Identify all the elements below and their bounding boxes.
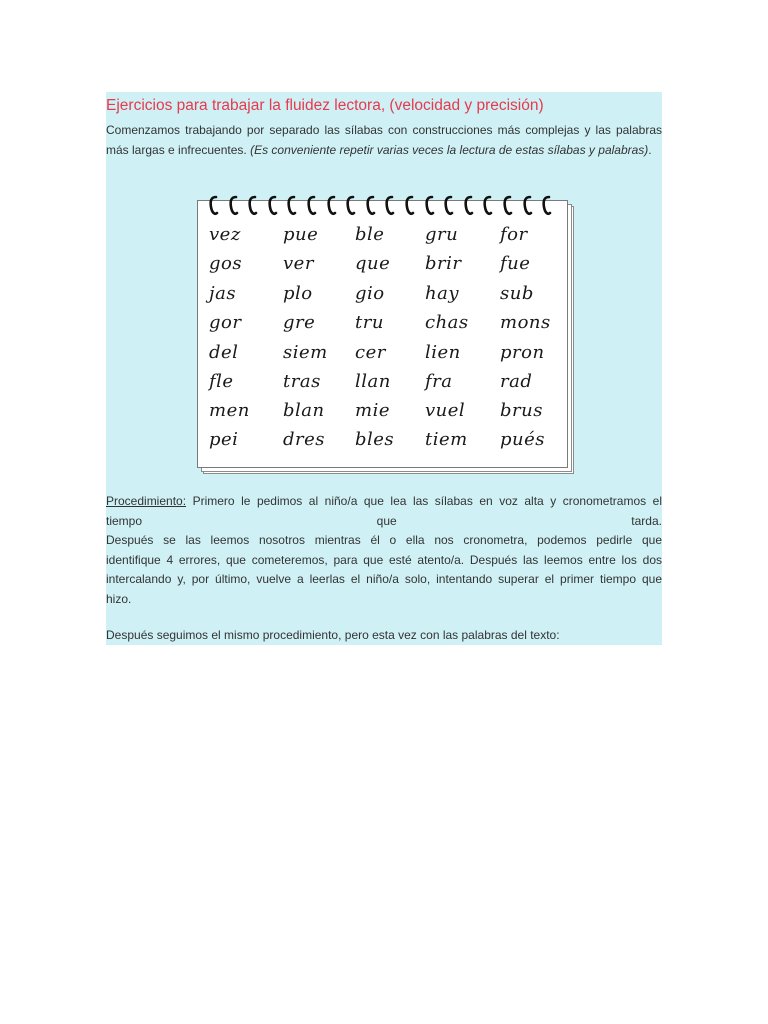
syllable-word: jas	[209, 283, 237, 304]
syllable-word: tras	[283, 371, 321, 392]
syllable-word: plo	[283, 283, 313, 304]
syllable-word: ver	[283, 253, 314, 274]
spiral-ring-icon	[405, 195, 415, 217]
closing-paragraph: Después seguimos el mismo procedimiento, pero esta vez con las palabras del texto:	[106, 628, 560, 642]
spiral-ring-icon	[229, 195, 239, 217]
spiral-ring-icon	[444, 195, 454, 217]
syllable-word: pron	[500, 342, 545, 363]
syllable-word: chas	[425, 312, 469, 333]
spiral-ring-icon	[483, 195, 493, 217]
syllable-word: mons	[500, 312, 551, 333]
spiral-ring-icon	[464, 195, 474, 217]
syllable-word: dres	[283, 429, 326, 450]
procedure-line-1	[106, 492, 662, 512]
spiral-ring-icon	[209, 195, 219, 217]
syllable-word: vez	[209, 224, 241, 245]
syllable-word: lien	[425, 342, 461, 363]
syllable-word: hay	[425, 283, 459, 304]
page-title: Ejercicios para trabajar la fluidez lectora, (velocidad y precisión)	[106, 97, 544, 114]
syllable-word: pués	[500, 429, 546, 450]
syllable-word: siem	[283, 342, 328, 363]
spiral-ring-icon	[248, 195, 258, 217]
syllable-word: tiem	[425, 429, 468, 450]
intro-end: .	[648, 142, 652, 157]
spiral-ring-icon	[385, 195, 395, 217]
notebook-spiral	[209, 195, 559, 219]
syllable-word: del	[209, 342, 239, 363]
intro-text: Comenzamos trabajando por separado las sílabas con construcciones más complejas y las palabras más largas e infrecuentes.	[106, 123, 662, 157]
syllable-word: cer	[355, 342, 386, 363]
syllable-word: blan	[283, 400, 325, 421]
syllable-word: que	[355, 253, 391, 274]
spiral-ring-icon	[523, 195, 533, 217]
syllable-word: gio	[355, 283, 385, 304]
syllable-word: men	[209, 400, 250, 421]
syllable-word: brus	[500, 400, 543, 421]
syllable-word: bles	[355, 429, 395, 450]
spiral-ring-icon	[268, 195, 278, 217]
procedure-line-3: Después se las leemos nosotros mientras él o ella nos cronometra, podemos pedirle que	[106, 533, 662, 547]
spiral-ring-icon	[287, 195, 297, 217]
procedure-line-5: intercalando y, por último, vuelve a leerlas el niño/a solo, intentando superar el primer tiempo que	[106, 572, 662, 586]
spiral-ring-icon	[425, 195, 435, 217]
syllable-word: gor	[209, 312, 242, 333]
procedure-line-6: hizo.	[106, 591, 132, 606]
spiral-ring-icon	[542, 195, 552, 217]
procedure-line-1-text: Primero le pedimos al niño/a que lea las sílabas en voz alta y cronometramos el	[192, 494, 662, 508]
spiral-ring-icon	[327, 195, 337, 217]
syllable-word: pei	[209, 429, 239, 450]
syllable-word: gos	[209, 253, 243, 274]
spiral-ring-icon	[503, 195, 513, 217]
procedure-line-4: identifique 4 errores, que cometeremos, para que esté atento/a. Después las leemos entre los dos	[106, 552, 662, 567]
spiral-ring-icon	[366, 195, 376, 217]
syllable-word: ble	[355, 224, 385, 245]
syllable-word: llan	[355, 371, 391, 392]
syllable-word: fra	[425, 371, 453, 392]
syllable-word: mie	[355, 400, 390, 421]
syllable-word: fle	[209, 371, 234, 392]
syllable-word: for	[500, 224, 528, 245]
spiral-ring-icon	[346, 195, 356, 217]
intro-italic-note: (Es conveniente repetir varias veces la lectura de estas sílabas y palabras)	[250, 142, 649, 157]
syllable-word: sub	[500, 283, 534, 304]
syllable-word: rad	[500, 371, 533, 392]
syllable-word: tru	[355, 312, 384, 333]
syllable-word: vuel	[425, 400, 466, 421]
syllable-word: gre	[283, 312, 316, 333]
procedure-paragraph	[106, 492, 662, 609]
spiral-ring-icon	[307, 195, 317, 217]
syllable-word: brir	[425, 253, 462, 274]
procedure-line-2: tiempo que tarda.	[106, 513, 662, 528]
syllable-word: gru	[425, 224, 459, 245]
syllable-word: fue	[500, 253, 531, 274]
syllable-word: pue	[283, 224, 319, 245]
intro-paragraph	[106, 121, 662, 160]
procedure-label: Procedimiento:	[106, 494, 187, 508]
